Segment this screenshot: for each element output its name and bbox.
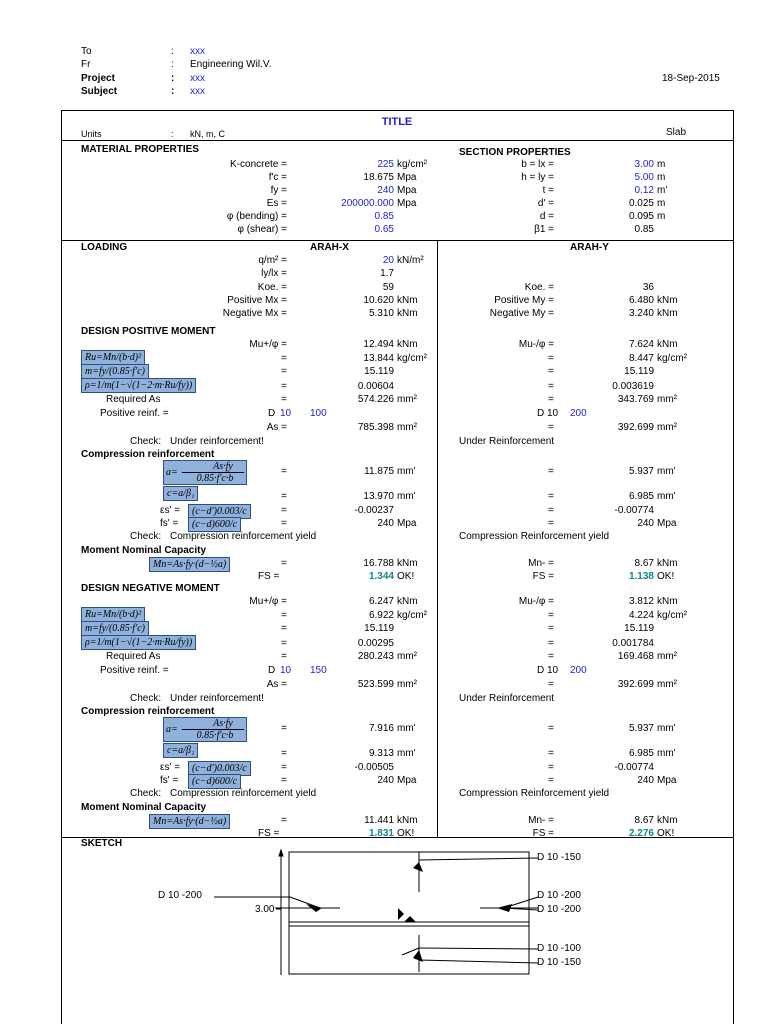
equals: =: [281, 610, 287, 621]
unit: mm²: [397, 394, 417, 405]
colon: :: [171, 86, 175, 97]
value-x: 1.344: [368, 571, 394, 582]
koe-label: Koe. =: [257, 282, 287, 293]
equals: =: [548, 723, 554, 734]
equals: =: [281, 353, 287, 364]
compression-check: Compression reinforcement yield: [170, 788, 317, 799]
pmy-label: Positive My =: [494, 295, 554, 306]
unit: mm': [397, 723, 416, 734]
check-label: Check:: [130, 693, 162, 704]
design-heading: DESIGN NEGATIVE MOMENT: [81, 583, 220, 594]
value-y: 5.937: [628, 723, 654, 734]
pmx-label: Positive Mx =: [227, 295, 287, 306]
equals: =: [281, 394, 287, 405]
row-label: Mu-/φ =: [518, 596, 554, 607]
check-result-y: Under Reinforcement: [459, 436, 555, 447]
section-value: 3.00: [634, 159, 654, 170]
koe-x: 59: [382, 282, 394, 293]
material-value: 240: [377, 185, 394, 196]
value-x: -0.00505: [354, 762, 394, 773]
required-as-label: Required As: [106, 394, 161, 405]
section-value: 5.00: [634, 172, 654, 183]
sketch-heading: SKETCH: [81, 838, 123, 849]
equals: =: [548, 366, 554, 377]
moment-capacity-heading: Moment Nominal Capacity: [81, 802, 207, 813]
value-y: 343.769: [617, 394, 654, 405]
material-unit: kg/cm²: [397, 159, 427, 170]
section-value: 0.095: [628, 211, 654, 222]
unit: OK!: [397, 571, 415, 582]
colon: :: [171, 129, 174, 139]
section-label: t =: [542, 185, 554, 196]
unit: kNm: [657, 295, 678, 306]
formula-mn: Mn=As·fy·(d−½a): [149, 814, 230, 829]
section-label: h = ly =: [521, 172, 554, 183]
value-y: -0.00774: [614, 762, 654, 773]
value-y: 5.937: [628, 466, 654, 477]
value-x: 6.247: [368, 596, 394, 607]
rebar-hook: [404, 916, 416, 922]
formula-a-lhs: a=: [166, 467, 178, 478]
unit: mm': [397, 748, 416, 759]
equals: =: [548, 762, 554, 773]
value-y: 392.699: [617, 679, 654, 690]
unit: mm²: [397, 679, 417, 690]
value-y: 2.276: [628, 828, 654, 839]
fs-label: FS =: [258, 828, 280, 839]
formula-a-numerator: As·fy: [182, 461, 244, 473]
value-x: 7.916: [368, 723, 394, 734]
unit: OK!: [657, 571, 675, 582]
equals: =: [548, 505, 554, 516]
unit: mm²: [397, 422, 417, 433]
ratio-value: 1.7: [380, 268, 394, 279]
formula-ru: Ru=Mn/(b·d)²: [81, 350, 145, 365]
equals: =: [548, 394, 554, 405]
unit: mm²: [657, 679, 677, 690]
equals: =: [548, 353, 554, 364]
unit: kNm: [657, 596, 678, 607]
rebar-hook: [413, 862, 423, 872]
value-y: 7.624: [628, 339, 654, 350]
material-label: φ (bending) =: [226, 211, 287, 222]
formula-c: c=a/β₁: [163, 743, 198, 758]
units-label: Units: [81, 129, 102, 139]
equals: =: [281, 366, 287, 377]
section-unit: m: [657, 211, 666, 222]
compression-check-y: Compression Reinforcement yield: [459, 788, 610, 799]
value-y: 8.67: [634, 558, 654, 569]
unit: mm': [397, 466, 416, 477]
q-label: q/m² =: [258, 255, 287, 266]
formula-a-denominator: 0.85·f'c·b: [196, 730, 234, 741]
colon: :: [171, 59, 174, 70]
compression-heading: Compression reinforcement: [81, 449, 215, 460]
material-heading: MATERIAL PROPERTIES: [81, 144, 199, 155]
value-x: 523.599: [357, 679, 394, 690]
equals: =: [281, 623, 287, 634]
value-x: 240: [377, 775, 394, 786]
check-label: Check:: [130, 531, 162, 542]
sketch-dimension: 3.00: [255, 904, 275, 915]
section-value: 0.025: [628, 198, 654, 209]
material-value: 225: [377, 159, 394, 170]
bar-prefix-y: D 10: [537, 408, 559, 419]
value-x: 9.313: [368, 748, 394, 759]
unit: kg/cm²: [657, 610, 687, 621]
equals: =: [281, 762, 287, 773]
value-x: 11.875: [364, 466, 394, 477]
row-label: FS =: [532, 828, 554, 839]
material-value: 0.65: [374, 224, 394, 235]
row-label: Mn- =: [528, 815, 554, 826]
equals: =: [548, 381, 554, 392]
leader-line: [419, 858, 538, 860]
nmy-label: Negative My =: [489, 308, 554, 319]
equals: =: [548, 679, 554, 690]
section-unit: m: [657, 159, 666, 170]
unit: mm': [657, 466, 676, 477]
value-x: 280.243: [357, 651, 394, 662]
pmx-value: 10.620: [363, 295, 394, 306]
to-value: xxx: [190, 46, 205, 57]
equals: =: [281, 518, 287, 529]
equals: =: [281, 558, 287, 569]
positive-reinf-label: Positive reinf. =: [100, 408, 169, 419]
value-y: 4.224: [628, 610, 654, 621]
material-label: Es =: [266, 198, 287, 209]
formula-es: (c−d')0.003/c: [188, 761, 251, 776]
material-label: fy =: [270, 185, 287, 196]
arah-x-heading: ARAH-X: [310, 242, 349, 253]
equals: =: [548, 466, 554, 477]
equals: =: [281, 638, 287, 649]
es-label: εs' =: [160, 762, 180, 773]
value-y: 8.447: [628, 353, 654, 364]
bar-prefix-y: D 10: [537, 665, 559, 676]
formula-mn: Mn=As·fy·(d−½a): [149, 557, 230, 572]
required-as-label: Required As: [106, 651, 161, 662]
value-x: 1.831: [368, 828, 394, 839]
fs-prime-label: fs' =: [160, 775, 179, 786]
unit: mm': [397, 491, 416, 502]
material-label: f'c =: [268, 172, 287, 183]
dimension-arrow: [279, 850, 283, 856]
value-x: 11.441: [364, 815, 394, 826]
section-label: d =: [539, 211, 554, 222]
unit: kg/cm²: [397, 353, 427, 364]
value-x: 15.119: [364, 623, 394, 634]
equals: =: [281, 491, 287, 502]
rebar-hook: [413, 950, 423, 962]
unit: Mpa: [397, 518, 417, 529]
equals: =: [548, 610, 554, 621]
section-heading: SECTION PROPERTIES: [459, 147, 571, 158]
subject-value: xxx: [190, 86, 205, 97]
section-label: d' =: [537, 198, 554, 209]
nmy-value: 3.240: [628, 308, 654, 319]
fs-label: FS =: [258, 571, 280, 582]
value-y: -0.00774: [614, 505, 654, 516]
formula-m: m=fy/(0.85·f'c): [81, 621, 149, 636]
formula-c: c=a/β₁: [163, 486, 198, 501]
equals: =: [548, 623, 554, 634]
value-y: 392.699: [617, 422, 654, 433]
equals: =: [548, 748, 554, 759]
section-label: b = lx =: [521, 159, 554, 170]
unit: kNm: [657, 815, 678, 826]
rebar-hook: [497, 904, 512, 912]
subject-label: Subject: [81, 86, 118, 97]
unit: OK!: [657, 828, 675, 839]
check-label: Check:: [130, 436, 162, 447]
equals: =: [281, 775, 287, 786]
formula-fs: (c−d)600/c: [188, 774, 241, 789]
project-label: Project: [81, 73, 115, 84]
nmx-value: 5.310: [368, 308, 394, 319]
equals: =: [548, 638, 554, 649]
value-x: 15.119: [364, 366, 394, 377]
value-y: 1.138: [628, 571, 654, 582]
leader-line: [419, 948, 538, 949]
design-heading: DESIGN POSITIVE MOMENT: [81, 326, 216, 337]
unit: mm': [657, 748, 676, 759]
unit: kNm: [657, 308, 678, 319]
sketch-label-5: D 10 -150: [537, 957, 581, 968]
material-label: K-concrete =: [230, 159, 287, 170]
fs-prime-label: fs' =: [160, 518, 179, 529]
equals: =: [548, 422, 554, 433]
unit: kNm: [657, 339, 678, 350]
formula-a: [163, 460, 247, 485]
unit: Mpa: [657, 518, 677, 529]
material-value: 18.675: [363, 172, 394, 183]
moment-capacity-heading: Moment Nominal Capacity: [81, 545, 207, 556]
material-unit: Mpa: [397, 172, 417, 183]
section-value: 0.85: [634, 224, 654, 235]
equals: =: [281, 651, 287, 662]
koe-y: 36: [642, 282, 654, 293]
unit: kNm: [657, 558, 678, 569]
colon: :: [171, 73, 175, 84]
row-label: As =: [266, 422, 287, 433]
material-value: 0.85: [374, 211, 394, 222]
equals: =: [281, 723, 287, 734]
project-value: xxx: [190, 73, 205, 84]
equals: =: [548, 518, 554, 529]
value-x: 12.494: [363, 339, 394, 350]
row-label: As =: [266, 679, 287, 690]
equals: =: [281, 466, 287, 477]
row-label: Mu+/φ =: [249, 339, 287, 350]
bar-spacing-x: 150: [310, 665, 327, 676]
formula-a-numerator: As·fy: [182, 718, 244, 730]
formula-a: [163, 717, 247, 742]
value-y: 169.468: [617, 651, 654, 662]
value-x: 0.00295: [357, 638, 394, 649]
row-label: Mu+/φ =: [249, 596, 287, 607]
value-x: 785.398: [357, 422, 394, 433]
element-type: Slab: [666, 127, 687, 138]
date: 18-Sep-2015: [662, 73, 720, 84]
unit: kNm: [397, 815, 418, 826]
formula-a-lhs: a=: [166, 724, 178, 735]
value-y: 240: [637, 775, 654, 786]
check-result: Under reinforcement!: [170, 693, 264, 704]
value-y: 15.119: [624, 623, 654, 634]
unit: kNm: [397, 558, 418, 569]
unit: OK!: [397, 828, 415, 839]
leader-line: [290, 897, 320, 908]
bar-size-x: 10: [280, 665, 292, 676]
bar-spacing-x: 100: [310, 408, 327, 419]
compression-heading: Compression reinforcement: [81, 706, 215, 717]
value-y: 3.812: [628, 596, 654, 607]
formula-rho: ρ=1/m(1−√(1−2·m·Ru/fy)): [81, 635, 196, 650]
section-unit: m: [657, 172, 666, 183]
formula-es: (c−d')0.003/c: [188, 504, 251, 519]
unit: kNm: [397, 339, 418, 350]
nmx-label: Negative Mx =: [222, 308, 287, 319]
unit: kNm: [397, 308, 418, 319]
equals: =: [548, 651, 554, 662]
sketch-left-label: D 10 -200: [158, 890, 202, 901]
units-value: kN, m, C: [190, 129, 225, 139]
bar-prefix: D: [268, 665, 276, 676]
sketch-label-3: D 10 -200: [537, 904, 581, 915]
section-unit: m: [657, 198, 666, 209]
material-unit: Mpa: [397, 185, 417, 196]
section-value: 0.12: [634, 185, 654, 196]
fr-value: Engineering Wil.V.: [190, 59, 272, 70]
row-label: FS =: [532, 571, 554, 582]
bar-spacing-y: 200: [570, 408, 587, 419]
equals: =: [281, 748, 287, 759]
bar-size-x: 10: [280, 408, 292, 419]
value-y: 8.67: [634, 815, 654, 826]
koe-label-y: Koe. =: [524, 282, 554, 293]
formula-rho: ρ=1/m(1−√(1−2·m·Ru/fy)): [81, 378, 196, 393]
unit: kNm: [397, 295, 418, 306]
formula-ru: Ru=Mn/(b·d)²: [81, 607, 145, 622]
value-y: 0.003619: [612, 381, 654, 392]
compression-check: Compression reinforcement yield: [170, 531, 317, 542]
row-label: Mu-/φ =: [518, 339, 554, 350]
unit: mm²: [657, 394, 677, 405]
equals: =: [281, 381, 287, 392]
value-y: 6.985: [628, 491, 654, 502]
value-x: -0.00237: [354, 505, 394, 516]
ratio-label: ly/lx =: [261, 268, 287, 279]
equals: =: [281, 815, 287, 826]
unit: Mpa: [657, 775, 677, 786]
equals: =: [281, 505, 287, 516]
fr-label: Fr: [81, 59, 91, 70]
section-unit: m': [657, 185, 668, 196]
q-unit: kN/m²: [397, 255, 424, 266]
unit: kg/cm²: [657, 353, 687, 364]
material-value: 200000.000: [341, 198, 394, 209]
positive-reinf-label: Positive reinf. =: [100, 665, 169, 676]
pmy-value: 6.480: [628, 295, 654, 306]
value-x: 16.788: [363, 558, 394, 569]
q-value: 20: [382, 255, 394, 266]
unit: mm': [657, 491, 676, 502]
value-y: 0.001784: [612, 638, 654, 649]
page-title: TITLE: [381, 116, 413, 128]
check-label: Check:: [130, 788, 162, 799]
value-x: 13.844: [363, 353, 394, 364]
equals: =: [548, 491, 554, 502]
bar-spacing-y: 200: [570, 665, 587, 676]
colon: :: [171, 46, 174, 57]
check-result: Under reinforcement!: [170, 436, 264, 447]
leader-line: [419, 960, 538, 963]
sketch-label-1: D 10 -150: [537, 852, 581, 863]
equals: =: [548, 775, 554, 786]
value-y: 15.119: [624, 366, 654, 377]
value-x: 0.00604: [357, 381, 394, 392]
sketch-label-4: D 10 -100: [537, 943, 581, 954]
rebar-hook: [398, 908, 404, 920]
material-label: φ (shear) =: [237, 224, 287, 235]
material-unit: Mpa: [397, 198, 417, 209]
row-label: Mn- =: [528, 558, 554, 569]
check-result-y: Under Reinforcement: [459, 693, 555, 704]
value-x: 13.970: [363, 491, 394, 502]
bar-prefix: D: [268, 408, 276, 419]
unit: kg/cm²: [397, 610, 427, 621]
loading-heading: LOADING: [81, 242, 128, 253]
unit: mm': [657, 723, 676, 734]
formula-m: m=fy/(0.85·f'c): [81, 364, 149, 379]
unit: mm²: [397, 651, 417, 662]
value-y: 240: [637, 518, 654, 529]
formula-a-denominator: 0.85·f'c·b: [196, 473, 234, 484]
slab-outline: [289, 852, 529, 974]
value-x: 574.226: [357, 394, 394, 405]
value-x: 6.922: [368, 610, 394, 621]
value-y: 6.985: [628, 748, 654, 759]
unit: kNm: [397, 596, 418, 607]
unit: mm²: [657, 422, 677, 433]
to-label: To: [81, 46, 92, 57]
arah-y-heading: ARAH-Y: [570, 242, 609, 253]
unit: Mpa: [397, 775, 417, 786]
value-x: 240: [377, 518, 394, 529]
sketch-label-2: D 10 -200: [537, 890, 581, 901]
es-label: εs' =: [160, 505, 180, 516]
section-label: β1 =: [534, 224, 554, 235]
formula-fs: (c−d)600/c: [188, 517, 241, 532]
unit: mm²: [657, 651, 677, 662]
compression-check-y: Compression Reinforcement yield: [459, 531, 610, 542]
